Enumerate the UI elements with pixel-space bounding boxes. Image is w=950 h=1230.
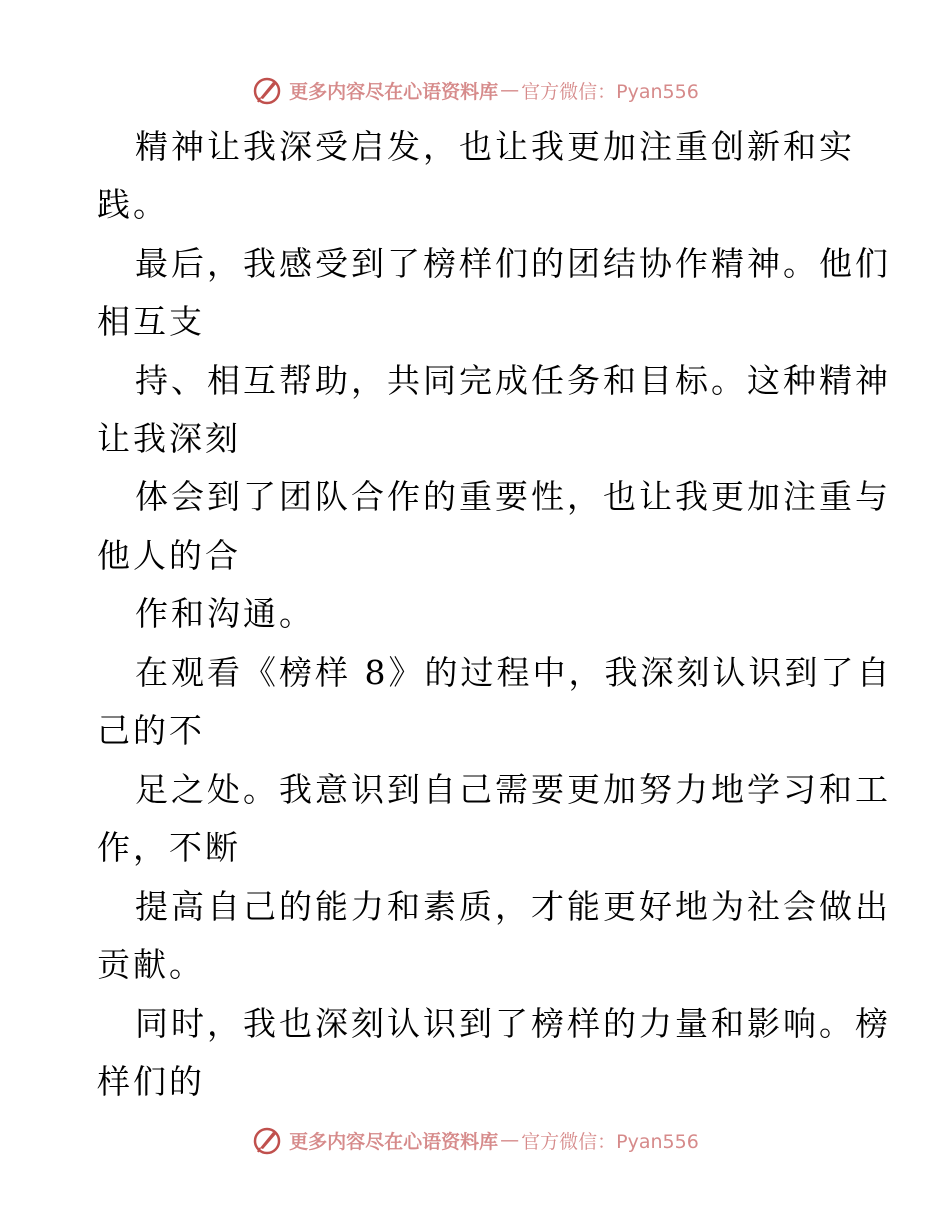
feather-pen-circle-icon [251, 1124, 283, 1156]
text-line: 持、相互帮助，共同完成任务和目标。这种精神 [135, 361, 891, 400]
text-line: 体会到了团队合作的重要性，也让我更加注重与 [135, 477, 891, 516]
text-line: 相互支 [97, 302, 205, 341]
text-line: 践。 [97, 185, 169, 224]
banner-dash: — [500, 79, 520, 101]
banner-title: 更多内容尽在心语资料库 [289, 80, 499, 103]
header-banner [0, 70, 950, 110]
banner-title: 更多内容尽在心语资料库 [289, 1130, 499, 1153]
banner-wechat: 官方微信：Pyan556 [521, 1130, 699, 1153]
text-line: 最后，我感受到了榜样们的团结协作精神。他们 [135, 244, 891, 283]
text-line: 样们的 [97, 1062, 205, 1101]
banner-dash: — [500, 1129, 520, 1151]
feather-pen-circle-icon [251, 74, 283, 106]
text-line: 精神让我深受启发，也让我更加注重创新和实 [135, 127, 855, 166]
text-line: 贡献。 [97, 945, 205, 984]
text-line: 同时，我也深刻认识到了榜样的力量和影响。榜 [135, 1004, 891, 1043]
text-line: 己的不 [97, 711, 205, 750]
text-line: 足之处。我意识到自己需要更加努力地学习和工 [135, 770, 891, 809]
banner-wechat: 官方微信：Pyan556 [521, 80, 699, 103]
text-line: 在观看《榜样 8》的过程中，我深刻认识到了自 [135, 653, 893, 692]
text-line: 他人的合 [97, 536, 241, 575]
text-line: 让我深刻 [97, 419, 241, 458]
text-line: 作，不断 [97, 828, 241, 867]
footer-banner [0, 1120, 950, 1160]
text-line: 作和沟通。 [135, 594, 315, 633]
text-line: 提高自己的能力和素质，才能更好地为社会做出 [135, 887, 891, 926]
